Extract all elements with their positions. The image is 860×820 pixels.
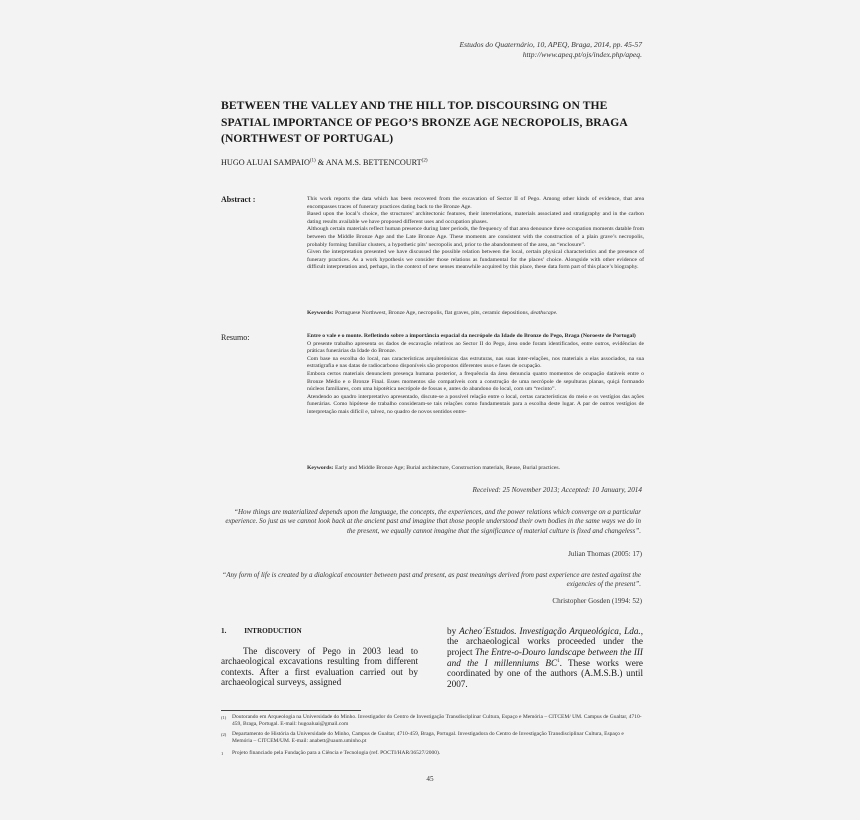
abstract-paragraph: This work reports the data which has been recovered from the excavation of Sector II of Pego. Among other kinds of evidence, that area encompasses traces of funerary practices dating back to the Bronze Age. — [307, 196, 644, 210]
abstract-keywords — [307, 310, 644, 318]
footnote-mark[interactable]: 1 — [557, 658, 560, 664]
epigraph-quote: “Any form of life is created by a dialogical encounter between past and present, as past meanings derived from past experience are tested against the exigencies of the present”. — [222, 571, 641, 589]
keywords-text: Early and Middle Bronze Age; Burial architecture, Construction materials, Reuse, Burial practices. — [334, 465, 561, 471]
footnote-number: (2) — [221, 732, 227, 737]
abstract-paragraph: Given the interpretation presented we have discussed the possible relation between the local, certain physical characteristics and the presence of funerary practices. As a work hypothesis we consider those relations as fundamental for the places’ choice. Alongside with other evidence of difficult interpretation and, perhaps, in the context of new senses meanwhile acquired by this place, these data form part of this place’s biography. — [307, 249, 644, 271]
footnote — [221, 750, 644, 757]
epigraph-citation: Christopher Gosden (1994: 52) — [552, 597, 642, 605]
author-line — [221, 158, 428, 167]
resumo-label-text: Resumo — [221, 333, 248, 342]
author-2-affiliation-mark: (2) — [421, 158, 428, 164]
footnote-number: (1) — [221, 715, 227, 720]
col2-text: , the archaeological works proceeded under the project — [447, 626, 644, 657]
resumo-paragraph: Atendendo ao quadro interpretativo apresentado, discute-se a possível relação entre o local, certas características do meio e os vestígios das ações funerárias. Como hipótese de trabalho consideram-se tais relações como fundamentais para a escolha deste lugar. A par de outros vestígios de interpretação mais difícil e, talvez, no quadro de novos sentidos entre- — [307, 393, 644, 415]
project-name: The Entre-o-Douro landscape between the III and the I millenniums BC — [447, 646, 643, 668]
footnote — [221, 714, 644, 729]
footnote-number: 1 — [221, 751, 224, 756]
resumo-keywords — [307, 465, 644, 473]
section-title: INTRODUCTION — [244, 627, 302, 635]
author-1-affiliation-mark: (1) — [309, 158, 316, 164]
resumo-label — [221, 333, 249, 342]
col2-text: by — [447, 626, 457, 636]
epigraph-citation: Julian Thomas (2005: 17) — [568, 550, 642, 558]
keywords-label: Keywords: — [307, 465, 334, 471]
journal-url[interactable]: http://www.apeq.pt/ojs/index.php/apeq. — [522, 50, 642, 59]
author-1: HUGO ALUAI SAMPAIO — [221, 158, 310, 167]
journal-header — [459, 40, 642, 60]
section-number: 1. — [221, 627, 227, 635]
abstract-body — [307, 196, 644, 272]
keywords-label: Keywords: — [307, 310, 334, 316]
footnote-text: Departamento de História da Universidade do Minho, Campus de Gualtar, 4710-459, Braga, Portugal. Investigadora do Centro de Investigação Transdisciplinar Cultura, Espaço e Memória – CITCEM/UM. E-mail: anabett@uaum.uminho.pt — [232, 731, 624, 745]
footnote-rule — [221, 710, 361, 711]
journal-citation: Estudos do Quaternário, 10, APEQ, Braga, 2014, pp. 45-57 — [459, 40, 642, 49]
footnote-text: Projeto financiado pela Fundação para a Ciência e Tecnologia (ref. POCTI/HAR/36527/2000). — [232, 750, 441, 756]
col2-text: . These works were coordinated by one of the authors (A.M.S.B.) until 2007. — [447, 657, 643, 689]
abstract-paragraph: Although certain materials reflect human presence during later periods, the frequency of that area denounce three occupation moments datable from between the Middle Bronze Age and the Late Bronze Age. These moments are consistent with the construction of a plain grave’s necropolis, probably forming familiar clusters, a hypothetic pits’ necropolis and, prior to the abandonment of the area, an “enclosure”. — [307, 226, 644, 248]
resumo-title: Entre o vale e o monte. Refletindo sobre a importância espacial da necrópole da Idade do Bronze do Pego, Braga (Noroeste de Portugal) — [307, 333, 636, 339]
paper-title: BETWEEN THE VALLEY AND THE HILL TOP. DISCOURSING ON THE SPATIAL IMPORTANCE OF PEGO’S BRONZE AGE NECROPOLIS, BRAGA (NORTHWEST OF PORTUGAL) — [221, 99, 628, 145]
resumo-label-colon: : — [247, 333, 250, 342]
company-name: Acheo´Estudos. Investigação Arqueológica, Lda. — [459, 626, 641, 636]
resumo-body — [307, 333, 644, 417]
resumo-paragraph: O presente trabalho apresenta os dados de escavação relativos ao Sector II do Pego, área onde foram identificados, entre outros, evidências de práticas funerárias da Idade do Bronze. — [307, 340, 644, 355]
epigraph-quote: “How things are materialized depends upon the language, the concepts, the experiences, and the power relations which converge on a particular experience. So just as we cannot look back at the ancient past and imagine that those people understood their own bodies in the same ways we do in the present, we equally cannot imagine that the significance of material culture is fixed and changeless”. — [225, 508, 641, 535]
section-heading — [221, 627, 318, 635]
body-column-right — [447, 626, 643, 689]
received-date: Received: 25 November 2013; Accepted: 10 January, 2014 — [472, 486, 642, 494]
abstract-label: Abstract : — [221, 195, 256, 204]
resumo-paragraph: Embora certos materiais denunciem presença humana posterior, a frequência da área denuncia quatro momentos de ocupação datáveis entre o Bronze Médio e o Bronze Final. Esses momentos são compatíveis com a construção de uma necrópole de sepulturas planas, quiçá formando núcleos familiares, com uma hipotética necrópole de fossas e, antes do abandono do local, com um “recinto”. — [307, 370, 644, 393]
resumo-paragraph: Com base na escolha do local, nas características arquitetónicas das estruturas, nas suas inter-relações, nos materiais a elas associados, na sua estratigrafia e nas datas de radiocarbono disponíveis são propostos diferentes usos e fases de ocupação. — [307, 355, 644, 370]
author-2: & ANA M.S. BETTENCOURT — [317, 158, 422, 167]
keywords-italic: deathscape. — [530, 310, 558, 316]
body-column-left: The discovery of Pego in 2003 lead to archaeological excavations resulting from different contexts. After a first evaluation carried out by archaeological surveys, assigned — [221, 646, 418, 687]
footnote — [221, 731, 644, 746]
keywords-text: Portuguese Northwest, Bronze Age, necropolis, flat graves, pits, ceramic depositions, — [334, 310, 530, 316]
footnote-text: Doutorando em Arqueologia na Universidade do Minho. Investigador do Centro de Investigação Transdisciplinar Cultura, Espaço e Memória – CITCEM/ UM. Campus de Gualtar, 4710-459, Braga, Portugal. E-mail: hugoaluai@gmail.com — [232, 714, 642, 728]
page-number: 45 — [426, 775, 434, 783]
abstract-paragraph: Based upon the local’s choice, the structures’ architectonic features, their interrelations, materials associated and stratigraphy and in the carbon dating results available we have proposed different uses and occupation phases. — [307, 211, 644, 225]
